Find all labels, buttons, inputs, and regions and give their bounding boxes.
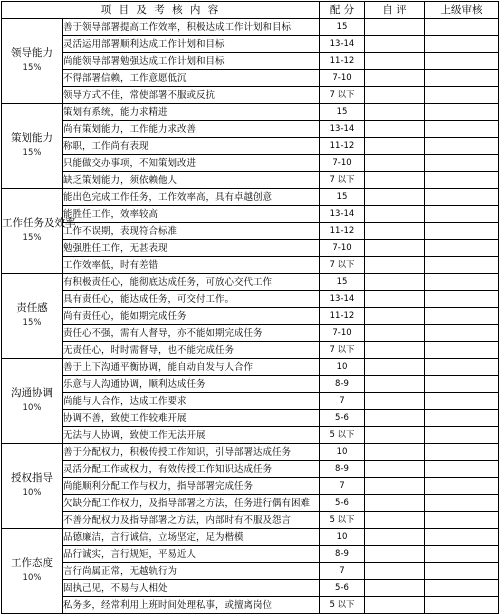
table-row [2, 359, 499, 376]
score-range: 7 以下 [320, 342, 365, 359]
criterion-text: 尚能顺利分配工作与权力，指导部署完成任务 [63, 478, 320, 495]
superior-review-cell[interactable] [425, 563, 499, 580]
score-range: 5-6 [320, 495, 365, 512]
self-eval-cell[interactable] [365, 580, 425, 597]
criterion-text: 尚有责任心，能如期完成任务 [63, 308, 320, 325]
superior-review-cell[interactable] [425, 189, 499, 206]
table-row [2, 410, 499, 427]
score-range: 13-14 [320, 36, 365, 53]
superior-review-cell[interactable] [425, 478, 499, 495]
self-eval-cell[interactable] [365, 189, 425, 206]
superior-review-cell[interactable] [425, 529, 499, 546]
criterion-text: 策划有系统，能力求精进 [63, 104, 320, 121]
table-row [2, 206, 499, 223]
category-cell [2, 104, 63, 189]
superior-review-cell[interactable] [425, 359, 499, 376]
table-row [2, 104, 499, 121]
table-row [2, 529, 499, 546]
self-eval-cell[interactable] [365, 155, 425, 172]
category-name: 领导能力 [11, 47, 53, 59]
superior-review-cell[interactable] [425, 325, 499, 342]
superior-review-cell[interactable] [425, 240, 499, 257]
category-cell [2, 19, 63, 104]
superior-review-cell[interactable] [425, 138, 499, 155]
criterion-text: 灵活运用部署顺利达成工作计划和目标 [63, 36, 320, 53]
superior-review-cell[interactable] [425, 495, 499, 512]
table-row [2, 189, 499, 206]
table-row [2, 223, 499, 240]
score-range: 7 [320, 563, 365, 580]
criterion-text: 尚有策划能力，工作能力求改善 [63, 121, 320, 138]
criterion-text: 固执己见，不易与人相处 [63, 580, 320, 597]
table-row [2, 546, 499, 563]
score-range: 7 以下 [320, 257, 365, 274]
self-eval-cell[interactable] [365, 274, 425, 291]
score-range: 15 [320, 274, 365, 291]
self-eval-cell[interactable] [365, 104, 425, 121]
self-eval-cell[interactable] [365, 342, 425, 359]
self-eval-cell[interactable] [365, 546, 425, 563]
self-eval-cell[interactable] [365, 478, 425, 495]
criterion-text: 尚能与人合作，达成工作要求 [63, 393, 320, 410]
superior-review-cell[interactable] [425, 155, 499, 172]
self-eval-cell[interactable] [365, 563, 425, 580]
table-body [2, 19, 499, 614]
score-range: 11-12 [320, 53, 365, 70]
table-row [2, 257, 499, 274]
criterion-text: 品行诚实，言行规矩，平易近人 [63, 546, 320, 563]
superior-review-cell[interactable] [425, 597, 499, 614]
self-eval-cell[interactable] [365, 87, 425, 104]
category-weight: 10% [22, 488, 42, 498]
score-range: 10 [320, 359, 365, 376]
category-name: 工作任务及效率 [2, 217, 76, 229]
score-range: 7-10 [320, 155, 365, 172]
superior-review-cell[interactable] [425, 461, 499, 478]
criterion-text: 缺乏策划能力，须依赖他人 [63, 172, 320, 189]
superior-review-cell[interactable] [425, 427, 499, 444]
self-eval-cell[interactable] [365, 36, 425, 53]
score-range: 13-14 [320, 206, 365, 223]
criterion-text: 不得部署信赖，工作意愿低沉 [63, 70, 320, 87]
category-weight: 15% [22, 63, 42, 73]
self-eval-cell[interactable] [365, 291, 425, 308]
superior-review-cell[interactable] [425, 172, 499, 189]
superior-review-cell[interactable] [425, 393, 499, 410]
table-row [2, 138, 499, 155]
score-range: 15 [320, 19, 365, 36]
self-eval-cell[interactable] [365, 240, 425, 257]
category-name: 授权指导 [11, 472, 53, 484]
self-eval-cell[interactable] [365, 121, 425, 138]
table-row [2, 393, 499, 410]
superior-review-cell[interactable] [425, 121, 499, 138]
header-score: 配 分 [320, 2, 365, 19]
score-range: 11-12 [320, 223, 365, 240]
category-weight: 10% [22, 573, 42, 583]
criterion-text: 具有责任心，能达成任务，可交付工作。 [63, 291, 320, 308]
table-row [2, 376, 499, 393]
criterion-text: 言行尚属正常，无越轨行为 [63, 563, 320, 580]
table-row [2, 172, 499, 189]
superior-review-cell[interactable] [425, 53, 499, 70]
criterion-text: 勉强胜任工作，无甚表现 [63, 240, 320, 257]
self-eval-cell[interactable] [365, 444, 425, 461]
self-eval-cell[interactable] [365, 410, 425, 427]
self-eval-cell[interactable] [365, 223, 425, 240]
superior-review-cell[interactable] [425, 223, 499, 240]
self-eval-cell[interactable] [365, 138, 425, 155]
table-row [2, 478, 499, 495]
score-range: 5 以下 [320, 597, 365, 614]
table-row [2, 461, 499, 478]
criterion-text: 协调不善，致使工作较难开展 [63, 410, 320, 427]
self-eval-cell[interactable] [365, 512, 425, 529]
superior-review-cell[interactable] [425, 104, 499, 121]
score-range: 7-10 [320, 325, 365, 342]
header-superior-review: 上级审核 [425, 2, 499, 19]
superior-review-cell[interactable] [425, 70, 499, 87]
criterion-text: 只能做交办事项，不知策划改进 [63, 155, 320, 172]
table-row [2, 342, 499, 359]
score-range: 13-14 [320, 121, 365, 138]
criterion-text: 欠缺分配工作权力，及指导部署之方法，任务进行偶有困难 [63, 495, 320, 512]
superior-review-cell[interactable] [425, 87, 499, 104]
table-row [2, 70, 499, 87]
table-row [2, 597, 499, 614]
table-row [2, 495, 499, 512]
criterion-text: 乐意与人沟通协调，顺利达成任务 [63, 376, 320, 393]
superior-review-cell[interactable] [425, 512, 499, 529]
criterion-text: 领导方式不佳，常使部署不服或反抗 [63, 87, 320, 104]
category-name: 策划能力 [11, 132, 53, 144]
self-eval-cell[interactable] [365, 427, 425, 444]
self-eval-cell[interactable] [365, 53, 425, 70]
category-cell [2, 444, 63, 529]
superior-review-cell[interactable] [425, 274, 499, 291]
self-eval-cell[interactable] [365, 461, 425, 478]
evaluation-table [1, 1, 499, 614]
table-row [2, 19, 499, 36]
score-range: 11-12 [320, 138, 365, 155]
superior-review-cell[interactable] [425, 291, 499, 308]
self-eval-cell[interactable] [365, 325, 425, 342]
self-eval-cell[interactable] [365, 308, 425, 325]
superior-review-cell[interactable] [425, 444, 499, 461]
criterion-text: 尚能领导部署勉强达成工作计划和目标 [63, 53, 320, 70]
score-range: 7 [320, 393, 365, 410]
category-cell [2, 529, 63, 614]
category-name: 沟通协调 [11, 387, 53, 399]
score-range: 15 [320, 104, 365, 121]
criterion-text: 无法与人协调，致使工作无法开展 [63, 427, 320, 444]
self-eval-cell[interactable] [365, 172, 425, 189]
superior-review-cell[interactable] [425, 410, 499, 427]
score-range: 7-10 [320, 240, 365, 257]
table-row [2, 121, 499, 138]
score-range: 8-9 [320, 546, 365, 563]
superior-review-cell[interactable] [425, 546, 499, 563]
category-weight: 15% [22, 233, 42, 243]
table-row [2, 427, 499, 444]
score-range: 5 以下 [320, 512, 365, 529]
category-weight: 15% [22, 148, 42, 158]
category-weight: 10% [22, 403, 42, 413]
table-row [2, 36, 499, 53]
score-range: 11-12 [320, 308, 365, 325]
score-range: 10 [320, 444, 365, 461]
criterion-text: 工作不误期，表现符合标准 [63, 223, 320, 240]
header-row [2, 2, 499, 19]
score-range: 5-6 [320, 410, 365, 427]
criterion-text: 能胜任工作，效率较高 [63, 206, 320, 223]
criterion-text: 善于上下沟通平衡协调，能自动自发与人合作 [63, 359, 320, 376]
criterion-text: 品德廉洁，言行诚信，立场坚定，足为楷模 [63, 529, 320, 546]
table-row [2, 291, 499, 308]
score-range: 10 [320, 529, 365, 546]
category-weight: 15% [22, 318, 42, 328]
criterion-text: 私务多，经常利用上班时间处理私事，或擅离岗位 [63, 597, 320, 614]
category-name: 工作态度 [11, 557, 53, 569]
superior-review-cell[interactable] [425, 308, 499, 325]
superior-review-cell[interactable] [425, 257, 499, 274]
table-row [2, 563, 499, 580]
self-eval-cell[interactable] [365, 70, 425, 87]
self-eval-cell[interactable] [365, 495, 425, 512]
criterion-text: 责任心不强，需有人督导，亦不能如期完成任务 [63, 325, 320, 342]
self-eval-cell[interactable] [365, 376, 425, 393]
score-range: 5-6 [320, 580, 365, 597]
self-eval-cell[interactable] [365, 359, 425, 376]
category-cell [2, 189, 76, 274]
self-eval-cell[interactable] [365, 597, 425, 614]
score-range: 7-10 [320, 70, 365, 87]
table-row [2, 308, 499, 325]
criterion-text: 善于领导部署提高工作效率，积极达成工作计划和目标 [63, 19, 320, 36]
criterion-text: 无责任心，时时需督导，也不能完成任务 [63, 342, 320, 359]
criterion-text: 有积极责任心，能彻底达成任务，可放心交代工作 [63, 274, 320, 291]
superior-review-cell[interactable] [425, 376, 499, 393]
criterion-text: 称职，工作尚有表现 [63, 138, 320, 155]
superior-review-cell[interactable] [425, 36, 499, 53]
table-row [2, 155, 499, 172]
self-eval-cell[interactable] [365, 393, 425, 410]
table-row [2, 240, 499, 257]
table-row [2, 580, 499, 597]
score-range: 7 [320, 478, 365, 495]
category-cell [2, 274, 63, 359]
score-range: 8-9 [320, 376, 365, 393]
self-eval-cell[interactable] [365, 206, 425, 223]
superior-review-cell[interactable] [425, 19, 499, 36]
self-eval-cell[interactable] [365, 19, 425, 36]
score-range: 7 以下 [320, 87, 365, 104]
category-cell [2, 359, 63, 444]
header-self-eval: 自 评 [365, 2, 425, 19]
table-row [2, 444, 499, 461]
score-range: 7 以下 [320, 172, 365, 189]
criterion-text: 能出色完成工作任务，工作效率高，具有卓越创意 [63, 189, 320, 206]
self-eval-cell[interactable] [365, 529, 425, 546]
criterion-text: 不善分配权力及指导部署之方法，内部时有不服及怨言 [63, 512, 320, 529]
table-row [2, 274, 499, 291]
criterion-text: 善于分配权力，积极传授工作知识，引导部署达成任务 [63, 444, 320, 461]
table-row [2, 512, 499, 529]
superior-review-cell[interactable] [425, 206, 499, 223]
score-range: 15 [320, 189, 365, 206]
criterion-text: 工作效率低，时有差错 [63, 257, 320, 274]
header-items: 项 目 及 考 核 内 容 [2, 2, 320, 19]
superior-review-cell[interactable] [425, 342, 499, 359]
score-range: 5 以下 [320, 427, 365, 444]
score-range: 8-9 [320, 461, 365, 478]
category-name: 责任感 [16, 302, 48, 314]
table-row [2, 325, 499, 342]
superior-review-cell[interactable] [425, 580, 499, 597]
score-range: 13-14 [320, 291, 365, 308]
self-eval-cell[interactable] [365, 257, 425, 274]
table-row [2, 87, 499, 104]
criterion-text: 灵活分配工作或权力，有效传授工作知识达成任务 [63, 461, 320, 478]
table-row [2, 53, 499, 70]
